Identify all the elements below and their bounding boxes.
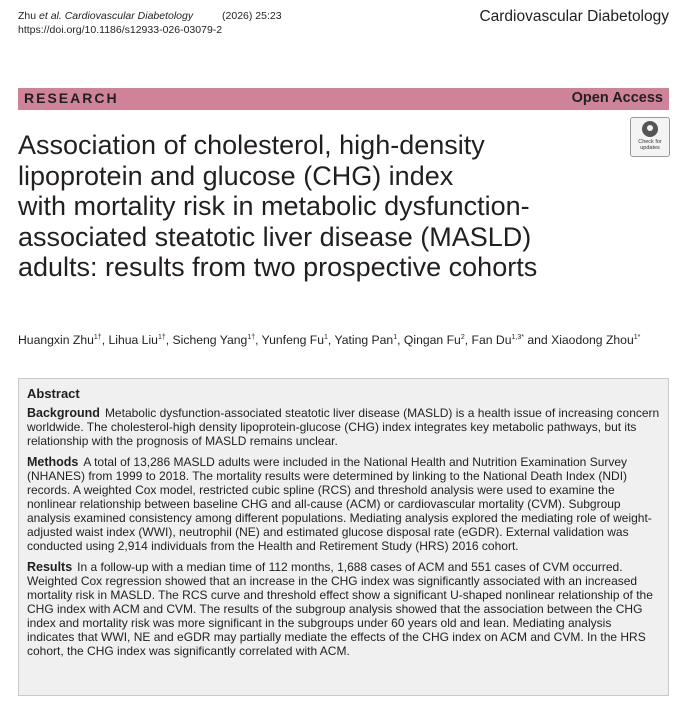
author[interactable]: Xiaodong Zhou$^{1*}$ xyxy=(551,333,641,347)
article-title xyxy=(18,130,618,283)
abstract-background xyxy=(27,406,660,448)
title-line: Association of cholesterol, high-density xyxy=(18,130,485,160)
abstract-heading: Abstract xyxy=(27,386,80,401)
citation-journal: Cardiovascular Diabetology xyxy=(64,10,194,22)
check-updates-icon xyxy=(642,121,658,137)
check-for-updates-badge[interactable] xyxy=(630,117,670,157)
methods-text: A total of 13,286 MASLD adults were included in the National Health and Nutrition Examination Survey (NHANES) from 1999 to 2018. The mortality results were determined by linking to the National Death Index (NDI) records. A weighted Cox model, restricted cubic spline (RCS) and threshold analysis were used to examine the nonlinear relationship between baseline CHG and all-cause (ACM) or cardiovascular mortality (CVM). Subgroup analysis examined consistency among different populations. Mediating analysis explored the mediating role of weight-adjusted waist index (WWI), neutrophil (NE) and estimated glucose disposal rate (eGDR). External validation was conducted using 2,914 individuals from the Health and Retirement Study (HRS) 2016 cohort. xyxy=(27,455,652,553)
author[interactable]: Qingan Fu$^2$ xyxy=(403,333,465,347)
citation-etal: et al. xyxy=(39,10,62,22)
abstract-box xyxy=(18,378,669,696)
title-line: adults: results from two prospective cohorts xyxy=(18,252,538,282)
section-banner xyxy=(18,88,669,110)
author[interactable]: Sicheng Yang$^{1\dagger}$ xyxy=(172,333,256,347)
author[interactable]: Fan $Du^{1,3*}$ xyxy=(471,333,524,347)
author[interactable]: Huangxin Zhu$^{1\dagger}$ xyxy=(18,333,102,347)
author[interactable]: Yunfeng Fu$^1$ xyxy=(261,333,328,347)
title-line: lipoprotein and glucose (CHG) index xyxy=(18,160,454,191)
open-access-label: Open Access xyxy=(571,90,663,106)
badge-line1: Check for xyxy=(638,139,662,145)
citation-authors: Zhu xyxy=(18,10,40,22)
author[interactable]: Lihua Liu$^{1\dagger}$ xyxy=(108,333,166,347)
results-text: In a follow-up with a median time of 112 months, 1,688 cases of ACM and 551 cases of CVM occurred. Weighted Cox regression showed that an increase in the CHG index was significantly associated with an increased mortality risk in MASLD. The RCS curve and threshold effect show a significant U-shaped nonlinear relationship of the CHG index with ACM and CVM. The results of the subgroup analysis showed that the association between the CHG index and mortality risk was more significant in the subgroups under 60 years old and lean. Mediating analysis indicates that WWI, NE and eGDR may partially mediate the effects of the CHG index on ACM and CVM. In the HRS cohort, the CHG index was significantly correlated with ACM. xyxy=(27,560,653,658)
methods-label: Methods xyxy=(27,455,79,469)
badge-line2: updates xyxy=(640,145,660,151)
author[interactable]: Yating Pan$^1$ xyxy=(334,333,398,347)
author-list: Huangxin Zhu$^{1\dagger}$, Lihua Liu$^{1\dagger}$, Sicheng Yang$^{1\dagger}$, Yunfeng Fu$^1$, Yating Pan$^1$, Qingan Fu$^2$, Fan $Du^{1,3*}$ and Xiaodong Zhou$^{1*}$ xyxy=(18,333,641,347)
doi-link[interactable]: https://doi.org/10.1186/s12933-026-03079-2 xyxy=(18,24,223,36)
background-text: Metabolic dysfunction-associated steatotic liver disease (MASLD) is a health issue of increasing concern worldwide. The cholesterol-high density lipoprotein-glucose (CHG) index integrates key metabolic pathways, but its relationship with the prognosis of MASLD remains unclear. xyxy=(27,406,660,448)
title-line: associated steatotic liver disease (MASLD) xyxy=(18,221,532,252)
citation-year-volume: (2026) 25:23 xyxy=(222,10,282,22)
section-label: RESEARCH xyxy=(24,90,119,106)
abstract-results xyxy=(27,560,660,658)
badge-text xyxy=(631,139,669,151)
journal-name: Cardiovascular Diabetology xyxy=(479,8,669,25)
abstract-methods xyxy=(27,455,660,553)
background-label: Background xyxy=(27,406,100,420)
citation-block xyxy=(18,9,282,37)
results-label: Results xyxy=(27,560,73,574)
title-line: with mortality risk in metabolic dysfunction- xyxy=(18,191,530,221)
